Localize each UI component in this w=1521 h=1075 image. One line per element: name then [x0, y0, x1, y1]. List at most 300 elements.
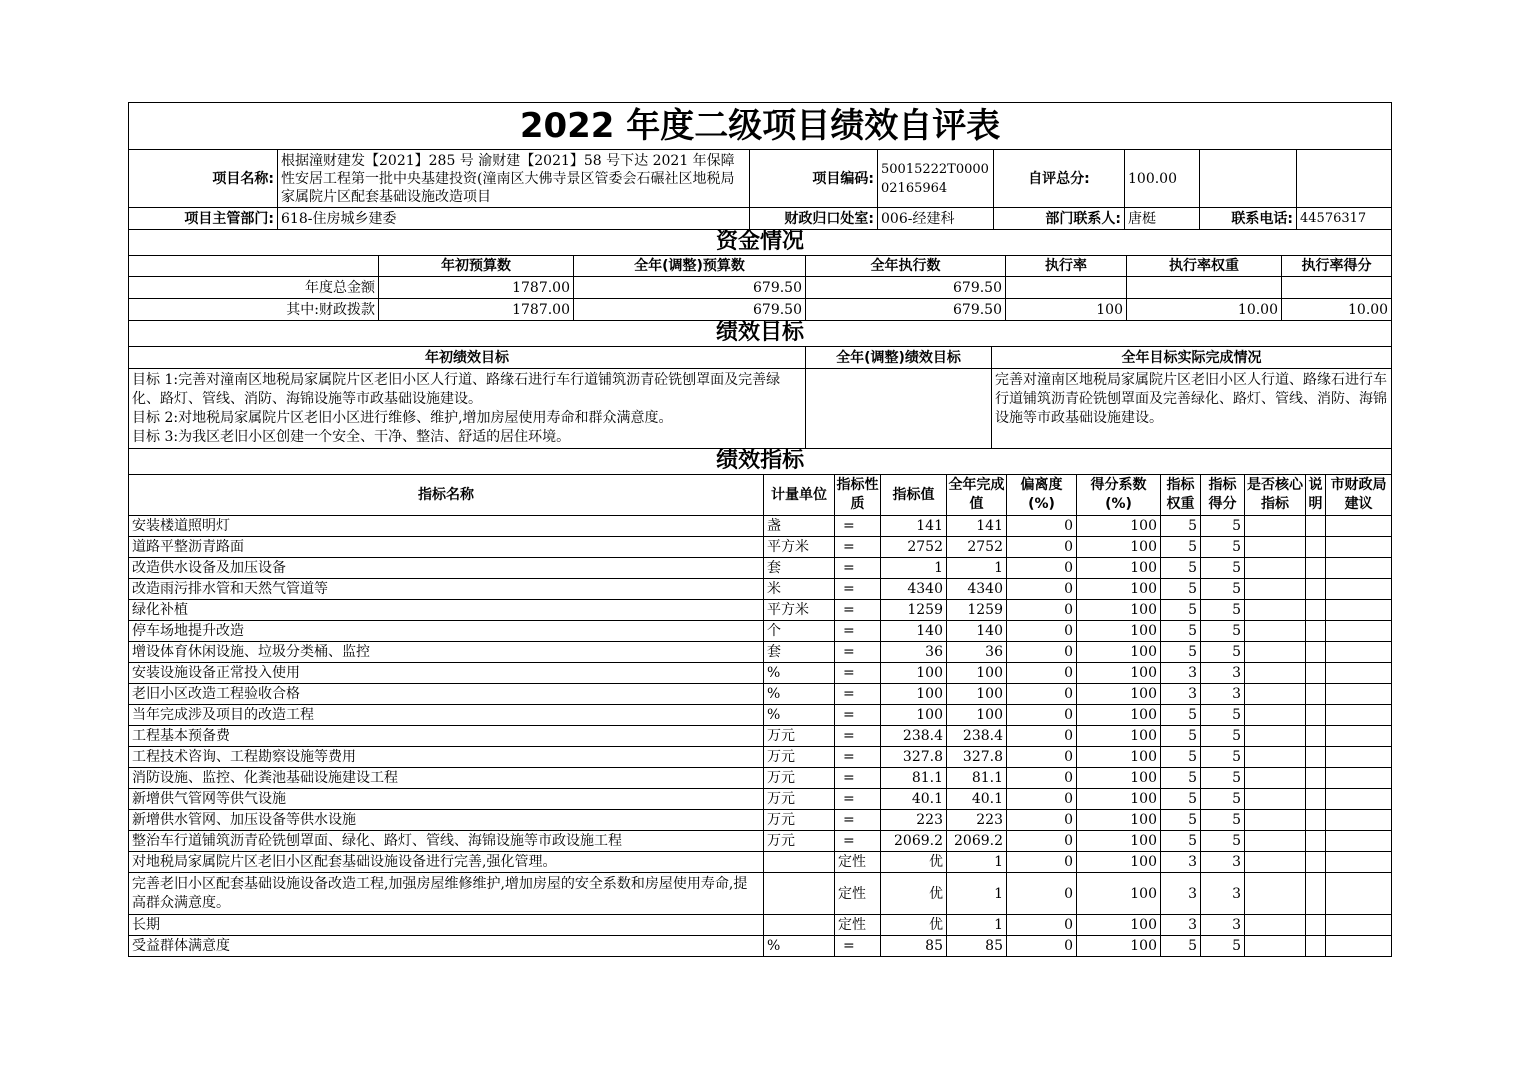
- indicator-deviation: 0: [1007, 621, 1077, 642]
- indicator-advice: [1326, 537, 1392, 558]
- indicator-core: [1245, 684, 1306, 705]
- indicator-value: 2069.2: [881, 831, 947, 852]
- indicator-row: [129, 789, 1392, 810]
- indicator-advice: [1326, 810, 1392, 831]
- contact-value: 唐梃: [1125, 208, 1200, 230]
- funds-header: 执行率: [1006, 256, 1127, 277]
- indicator-weight: 3: [1161, 873, 1201, 915]
- indicator-advice: [1326, 852, 1392, 873]
- indicator-weight: 5: [1161, 747, 1201, 768]
- goal-line: 目标 2:对地税局家属院片区老旧小区进行维修、维护,增加房屋使用寿命和群众满意度。: [132, 410, 673, 426]
- project-code-label: 项目编码:: [750, 150, 878, 208]
- funds-row: [129, 277, 1392, 299]
- indicator-score: 3: [1201, 873, 1245, 915]
- dept-label: 项目主管部门:: [129, 208, 278, 230]
- indicator-weight: 5: [1161, 558, 1201, 579]
- col-header-deviation: 偏离度(%): [1007, 475, 1077, 516]
- phone-value: 44576317: [1297, 208, 1392, 230]
- indicator-coef: 100: [1077, 936, 1161, 957]
- funds-initial: 1787.00: [379, 277, 574, 299]
- col-header-nature: 指标性质: [835, 475, 881, 516]
- indicator-note: [1306, 831, 1326, 852]
- funds-table: [128, 229, 1392, 321]
- indicator-unit: 平方米: [764, 537, 835, 558]
- indicator-score: 5: [1201, 600, 1245, 621]
- indicators-body: [129, 516, 1392, 957]
- funds-executed: 679.50: [806, 277, 1006, 299]
- indicator-name: 新增供气管网等供气设施: [129, 789, 764, 810]
- indicator-core: [1245, 747, 1306, 768]
- indicator-actual: 1: [947, 852, 1007, 873]
- indicator-value: 40.1: [881, 789, 947, 810]
- indicator-row: [129, 621, 1392, 642]
- indicator-advice: [1326, 789, 1392, 810]
- indicator-coef: 100: [1077, 831, 1161, 852]
- indicator-note: [1306, 747, 1326, 768]
- indicator-deviation: 0: [1007, 663, 1077, 684]
- indicator-deviation: 0: [1007, 852, 1077, 873]
- indicator-nature: =: [835, 621, 881, 642]
- indicator-row: [129, 579, 1392, 600]
- indicator-coef: 100: [1077, 873, 1161, 915]
- indicator-coef: 100: [1077, 684, 1161, 705]
- indicator-deviation: 0: [1007, 873, 1077, 915]
- indicator-note: [1306, 810, 1326, 831]
- col-header-value: 指标值: [881, 475, 947, 516]
- indicator-unit: %: [764, 684, 835, 705]
- indicator-value: 1259: [881, 600, 947, 621]
- indicator-row: [129, 705, 1392, 726]
- funds-header: 年初预算数: [379, 256, 574, 277]
- indicator-note: [1306, 558, 1326, 579]
- indicator-nature: =: [835, 663, 881, 684]
- indicator-coef: 100: [1077, 663, 1161, 684]
- indicator-core: [1245, 579, 1306, 600]
- indicator-actual: 2069.2: [947, 831, 1007, 852]
- indicator-core: [1245, 810, 1306, 831]
- indicator-score: 5: [1201, 789, 1245, 810]
- indicator-actual: 100: [947, 705, 1007, 726]
- indicator-advice: [1326, 621, 1392, 642]
- indicator-row: [129, 558, 1392, 579]
- indicator-deviation: 0: [1007, 726, 1077, 747]
- indicator-actual: 100: [947, 684, 1007, 705]
- indicator-actual: 1259: [947, 600, 1007, 621]
- indicator-coef: 100: [1077, 915, 1161, 936]
- project-name-value: 根据潼财建发【2021】285 号 渝财建【2021】58 号下达 2021 年保障性安居工程第一批中央基建投资(潼南区大佛寺景区管委会石碾社区地税局家属院片区配套基础设施改造项目: [278, 150, 750, 208]
- indicator-nature: =: [835, 726, 881, 747]
- indicator-note: [1306, 642, 1326, 663]
- indicator-score: 5: [1201, 936, 1245, 957]
- indicator-coef: 100: [1077, 537, 1161, 558]
- indicator-note: [1306, 579, 1326, 600]
- indicator-score: 5: [1201, 810, 1245, 831]
- indicator-advice: [1326, 936, 1392, 957]
- funds-header: 执行率得分: [1282, 256, 1392, 277]
- indicator-weight: 3: [1161, 684, 1201, 705]
- actual-completion: 完善对潼南区地税局家属院片区老旧小区人行道、路缘石进行车行道铺筑沥青砼铣刨罩面及完善绿化、路灯、管线、消防、海锦设施等市政基础设施建设。: [992, 369, 1392, 449]
- indicator-unit: 万元: [764, 810, 835, 831]
- indicator-value: 1: [881, 558, 947, 579]
- indicator-value: 100: [881, 684, 947, 705]
- indicator-advice: [1326, 831, 1392, 852]
- indicator-value: 100: [881, 663, 947, 684]
- indicator-nature: =: [835, 558, 881, 579]
- indicator-weight: 5: [1161, 831, 1201, 852]
- indicator-actual: 40.1: [947, 789, 1007, 810]
- indicator-advice: [1326, 642, 1392, 663]
- indicator-weight: 5: [1161, 579, 1201, 600]
- indicator-advice: [1326, 516, 1392, 537]
- goals-table: [128, 320, 1392, 449]
- indicator-note: [1306, 789, 1326, 810]
- indicator-name: 新增供水管网、加压设备等供水设施: [129, 810, 764, 831]
- goals-header: 全年(调整)绩效目标: [806, 347, 992, 369]
- indicator-advice: [1326, 726, 1392, 747]
- indicator-score: 5: [1201, 831, 1245, 852]
- indicator-value: 238.4: [881, 726, 947, 747]
- indicator-nature: =: [835, 747, 881, 768]
- indicator-weight: 5: [1161, 621, 1201, 642]
- indicator-core: [1245, 936, 1306, 957]
- indicator-coef: 100: [1077, 726, 1161, 747]
- indicator-value: 327.8: [881, 747, 947, 768]
- indicator-deviation: 0: [1007, 810, 1077, 831]
- indicators-section-title: 绩效指标: [129, 448, 1392, 475]
- indicator-unit: [764, 852, 835, 873]
- indicator-name: 工程基本预备费: [129, 726, 764, 747]
- col-header-core: 是否核心指标: [1245, 475, 1306, 516]
- funds-header: 全年(调整)预算数: [574, 256, 806, 277]
- indicator-note: [1306, 516, 1326, 537]
- funds-header: 全年执行数: [806, 256, 1006, 277]
- funds-executed: 679.50: [806, 299, 1006, 321]
- funds-score: 10.00: [1282, 299, 1392, 321]
- indicator-coef: 100: [1077, 705, 1161, 726]
- indicator-core: [1245, 831, 1306, 852]
- indicator-coef: 100: [1077, 558, 1161, 579]
- indicator-nature: =: [835, 537, 881, 558]
- indicator-deviation: 0: [1007, 705, 1077, 726]
- indicator-unit: 万元: [764, 789, 835, 810]
- indicator-name: 绿化补植: [129, 600, 764, 621]
- indicator-score: 5: [1201, 747, 1245, 768]
- indicator-unit: 万元: [764, 768, 835, 789]
- indicator-advice: [1326, 558, 1392, 579]
- evaluation-sheet: [128, 102, 1391, 957]
- indicator-core: [1245, 558, 1306, 579]
- indicator-actual: 1: [947, 558, 1007, 579]
- goals-header: 年初绩效目标: [129, 347, 806, 369]
- col-header-name: 指标名称: [129, 475, 764, 516]
- self-score-value: 100.00: [1125, 150, 1200, 208]
- indicator-coef: 100: [1077, 810, 1161, 831]
- indicator-unit: %: [764, 705, 835, 726]
- indicator-row: [129, 726, 1392, 747]
- indicator-coef: 100: [1077, 600, 1161, 621]
- indicator-row: [129, 810, 1392, 831]
- funds-header: 执行率权重: [1127, 256, 1282, 277]
- indicator-score: 5: [1201, 537, 1245, 558]
- indicator-name: 停车场地提升改造: [129, 621, 764, 642]
- indicator-actual: 327.8: [947, 747, 1007, 768]
- indicator-deviation: 0: [1007, 516, 1077, 537]
- indicator-row: [129, 537, 1392, 558]
- indicator-name: 改造供水设备及加压设备: [129, 558, 764, 579]
- indicator-name: 受益群体满意度: [129, 936, 764, 957]
- indicator-name: 安装楼道照明灯: [129, 516, 764, 537]
- indicator-row: [129, 642, 1392, 663]
- indicator-deviation: 0: [1007, 831, 1077, 852]
- indicator-score: 5: [1201, 642, 1245, 663]
- indicator-score: 3: [1201, 684, 1245, 705]
- indicator-unit: 平方米: [764, 600, 835, 621]
- indicator-note: [1306, 873, 1326, 915]
- indicator-unit: %: [764, 663, 835, 684]
- funds-section-title: 资金情况: [129, 229, 1392, 256]
- indicator-unit: 套: [764, 642, 835, 663]
- indicator-row: [129, 915, 1392, 936]
- contact-label: 部门联系人:: [994, 208, 1125, 230]
- office-label: 财政归口处室:: [750, 208, 878, 230]
- indicator-nature: =: [835, 600, 881, 621]
- indicator-nature: =: [835, 642, 881, 663]
- funds-adjusted: 679.50: [574, 277, 806, 299]
- header-table: [128, 102, 1392, 230]
- indicator-actual: 81.1: [947, 768, 1007, 789]
- indicator-name: 道路平整沥青路面: [129, 537, 764, 558]
- indicator-note: [1306, 726, 1326, 747]
- indicator-note: [1306, 768, 1326, 789]
- indicator-name: 对地税局家属院片区老旧小区配套基础设施设备进行完善,强化管理。: [129, 852, 764, 873]
- indicator-actual: 223: [947, 810, 1007, 831]
- funds-initial: 1787.00: [379, 299, 574, 321]
- page-title: 2022 年度二级项目绩效自评表: [129, 103, 1392, 150]
- indicator-actual: 4340: [947, 579, 1007, 600]
- indicator-nature: 定性: [835, 873, 881, 915]
- indicator-name: 增设体育休闲设施、垃圾分类桶、监控: [129, 642, 764, 663]
- indicator-advice: [1326, 768, 1392, 789]
- indicator-actual: 85: [947, 936, 1007, 957]
- indicator-score: 3: [1201, 852, 1245, 873]
- col-header-actual: 全年完成值: [947, 475, 1007, 516]
- indicator-row: [129, 600, 1392, 621]
- indicator-row: [129, 936, 1392, 957]
- indicator-deviation: 0: [1007, 747, 1077, 768]
- indicator-coef: 100: [1077, 789, 1161, 810]
- blank-cell: [129, 256, 379, 277]
- indicator-weight: 5: [1161, 537, 1201, 558]
- indicator-weight: 3: [1161, 852, 1201, 873]
- indicators-table: [128, 448, 1392, 957]
- indicator-note: [1306, 537, 1326, 558]
- blank-cell: [1297, 150, 1392, 208]
- office-value: 006-经建科: [878, 208, 994, 230]
- indicator-weight: 5: [1161, 726, 1201, 747]
- indicator-unit: 套: [764, 558, 835, 579]
- indicator-note: [1306, 915, 1326, 936]
- indicator-actual: 238.4: [947, 726, 1007, 747]
- indicator-weight: 5: [1161, 810, 1201, 831]
- indicator-score: 5: [1201, 726, 1245, 747]
- indicator-core: [1245, 852, 1306, 873]
- indicator-nature: =: [835, 684, 881, 705]
- col-header-weight: 指标权重: [1161, 475, 1201, 516]
- indicator-advice: [1326, 747, 1392, 768]
- indicator-note: [1306, 684, 1326, 705]
- indicator-value: 85: [881, 936, 947, 957]
- indicator-nature: 定性: [835, 852, 881, 873]
- indicator-weight: 5: [1161, 705, 1201, 726]
- indicator-row: [129, 516, 1392, 537]
- indicator-nature: =: [835, 789, 881, 810]
- funds-rate: 100: [1006, 299, 1127, 321]
- indicator-row: [129, 684, 1392, 705]
- indicator-value: 140: [881, 621, 947, 642]
- indicator-advice: [1326, 684, 1392, 705]
- indicator-weight: 5: [1161, 516, 1201, 537]
- dept-value: 618-住房城乡建委: [278, 208, 750, 230]
- indicator-deviation: 0: [1007, 600, 1077, 621]
- indicator-unit: 万元: [764, 831, 835, 852]
- indicator-row: [129, 747, 1392, 768]
- indicator-core: [1245, 663, 1306, 684]
- indicator-score: 3: [1201, 915, 1245, 936]
- funds-weight: 10.00: [1127, 299, 1282, 321]
- col-header-score: 指标得分: [1201, 475, 1245, 516]
- indicator-deviation: 0: [1007, 936, 1077, 957]
- funds-adjusted: 679.50: [574, 299, 806, 321]
- indicator-name: 老旧小区改造工程验收合格: [129, 684, 764, 705]
- indicator-note: [1306, 705, 1326, 726]
- indicator-name: 当年完成涉及项目的改造工程: [129, 705, 764, 726]
- indicator-nature: =: [835, 579, 881, 600]
- indicator-value: 优: [881, 852, 947, 873]
- indicator-row: [129, 663, 1392, 684]
- indicator-core: [1245, 873, 1306, 915]
- indicator-name: 整治车行道铺筑沥青砼铣刨罩面、绿化、路灯、管线、海锦设施等市政设施工程: [129, 831, 764, 852]
- project-name-label: 项目名称:: [129, 150, 278, 208]
- indicator-nature: =: [835, 768, 881, 789]
- indicator-score: 5: [1201, 705, 1245, 726]
- funds-row-label: 年度总金额: [129, 277, 379, 299]
- indicator-value: 100: [881, 705, 947, 726]
- indicator-deviation: 0: [1007, 579, 1077, 600]
- indicator-note: [1306, 936, 1326, 957]
- indicator-coef: 100: [1077, 768, 1161, 789]
- indicator-value: 36: [881, 642, 947, 663]
- indicator-score: 3: [1201, 663, 1245, 684]
- funds-rate: [1006, 277, 1127, 299]
- indicator-score: 5: [1201, 516, 1245, 537]
- funds-weight: [1127, 277, 1282, 299]
- indicator-actual: 100: [947, 663, 1007, 684]
- indicator-core: [1245, 768, 1306, 789]
- blank-cell: [1200, 150, 1297, 208]
- indicator-value: 4340: [881, 579, 947, 600]
- indicator-coef: 100: [1077, 642, 1161, 663]
- indicator-core: [1245, 621, 1306, 642]
- adjusted-goals: [806, 369, 992, 449]
- project-code-value: 50015222T000002165964: [878, 150, 994, 208]
- indicator-weight: 3: [1161, 915, 1201, 936]
- indicator-nature: 定性: [835, 915, 881, 936]
- indicator-note: [1306, 852, 1326, 873]
- indicator-unit: 个: [764, 621, 835, 642]
- indicator-score: 5: [1201, 579, 1245, 600]
- indicator-value: 141: [881, 516, 947, 537]
- goal-line: 目标 1:完善对潼南区地税局家属院片区老旧小区人行道、路缘石进行车行道铺筑沥青砼铣刨罩面及完善绿化、路灯、管线、消防、海锦设施等市政基础设施建设。: [132, 372, 781, 407]
- indicator-deviation: 0: [1007, 915, 1077, 936]
- indicator-actual: 141: [947, 516, 1007, 537]
- indicator-score: 5: [1201, 768, 1245, 789]
- indicator-unit: [764, 915, 835, 936]
- indicator-core: [1245, 516, 1306, 537]
- initial-goals: [129, 369, 806, 449]
- col-header-note: 说明: [1306, 475, 1326, 516]
- col-header-coef: 得分系数(%): [1077, 475, 1161, 516]
- indicator-deviation: 0: [1007, 789, 1077, 810]
- funds-row: [129, 299, 1392, 321]
- indicator-core: [1245, 789, 1306, 810]
- indicator-coef: 100: [1077, 852, 1161, 873]
- indicator-name: 安装设施设备正常投入使用: [129, 663, 764, 684]
- indicator-actual: 1: [947, 873, 1007, 915]
- indicator-row: [129, 831, 1392, 852]
- indicator-nature: =: [835, 516, 881, 537]
- indicator-core: [1245, 537, 1306, 558]
- col-header-advice: 市财政局建议: [1326, 475, 1392, 516]
- indicator-coef: 100: [1077, 747, 1161, 768]
- indicator-advice: [1326, 915, 1392, 936]
- indicator-value: 223: [881, 810, 947, 831]
- indicator-weight: 5: [1161, 936, 1201, 957]
- indicator-weight: 5: [1161, 768, 1201, 789]
- funds-row-label: 其中:财政拨款: [129, 299, 379, 321]
- indicator-value: 优: [881, 873, 947, 915]
- indicator-unit: 万元: [764, 747, 835, 768]
- indicator-nature: =: [835, 936, 881, 957]
- indicator-actual: 36: [947, 642, 1007, 663]
- goal-line: 目标 3:为我区老旧小区创建一个安全、干净、整洁、舒适的居住环境。: [132, 429, 571, 445]
- indicator-weight: 5: [1161, 642, 1201, 663]
- phone-label: 联系电话:: [1200, 208, 1297, 230]
- indicator-nature: =: [835, 810, 881, 831]
- indicator-row: [129, 873, 1392, 915]
- indicator-unit: 万元: [764, 726, 835, 747]
- indicator-actual: 140: [947, 621, 1007, 642]
- indicator-core: [1245, 642, 1306, 663]
- indicator-deviation: 0: [1007, 558, 1077, 579]
- indicator-core: [1245, 600, 1306, 621]
- indicator-weight: 5: [1161, 600, 1201, 621]
- indicator-coef: 100: [1077, 621, 1161, 642]
- indicator-actual: 1: [947, 915, 1007, 936]
- indicator-score: 5: [1201, 558, 1245, 579]
- indicator-value: 81.1: [881, 768, 947, 789]
- indicator-deviation: 0: [1007, 684, 1077, 705]
- goals-section-title: 绩效目标: [129, 320, 1392, 347]
- indicator-name: 长期: [129, 915, 764, 936]
- indicator-score: 5: [1201, 621, 1245, 642]
- indicator-advice: [1326, 600, 1392, 621]
- indicator-advice: [1326, 663, 1392, 684]
- indicator-nature: =: [835, 831, 881, 852]
- indicator-name: 改造雨污排水管和天然气管道等: [129, 579, 764, 600]
- self-score-label: 自评总分:: [994, 150, 1125, 208]
- indicator-weight: 3: [1161, 663, 1201, 684]
- indicator-advice: [1326, 873, 1392, 915]
